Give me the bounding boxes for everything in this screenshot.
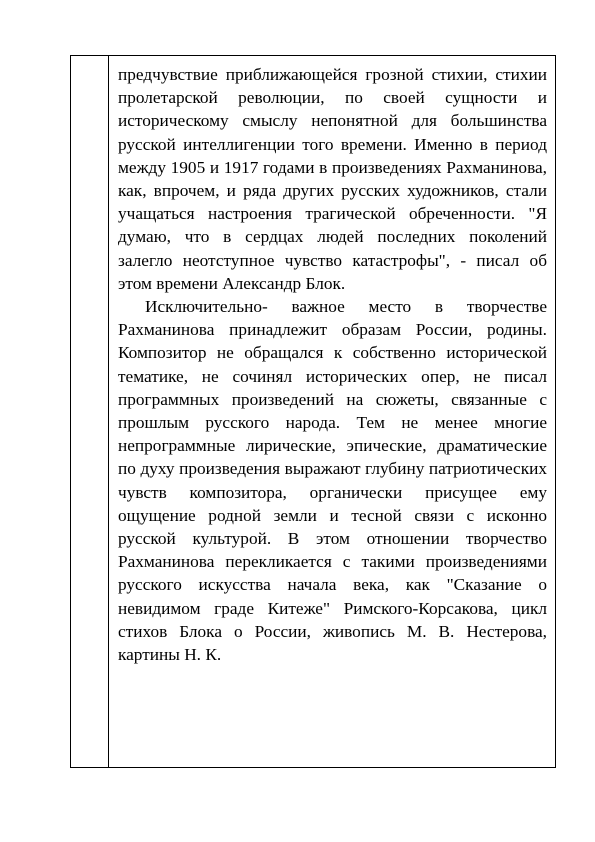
- table-frame: [70, 55, 556, 768]
- table-text-cell: [109, 56, 555, 767]
- paragraph-1: предчувствие приближающейся грозной стихии, стихии пролетарской революции, по своей сущности и историческому смыслу непонятной для большинства русской интеллигенции того времени. Именно в период между 1905 и 1917 годами в произведениях Рахманинова, как, впрочем, и ряда других русских художников, стали учащаться настроения трагической обреченности. "Я думаю, что в сердцах людей последних поколений залегло неотступное чувство катастрофы", - писал об этом времени Александр Блок.: [118, 65, 547, 293]
- paragraph-2: Исключительно- важное место в творчестве Рахманинова принадлежит образам России, родины. Композитор не обращался к собственно исторической тематике, не сочинял исторических опер, не писал программных произведений на сюжеты, связанные с прошлым русского народа. Тем не менее многие непрограммные лирические, эпические, драматические по духу произведения выражают глубину патриотических чувств композитора, органически присущее ему ощущение родной земли и тесной связи с исконно русской культурой. В этом отношении творчество Рахманинова перекликается с такими произведениями русского искусства начала века, как "Сказание о невидимом граде Китеже" Римского-Корсакова, цикл стихов Блока о России, живопись М. В. Нестерова, картины Н. К.: [118, 297, 547, 665]
- table-left-column: [71, 56, 109, 767]
